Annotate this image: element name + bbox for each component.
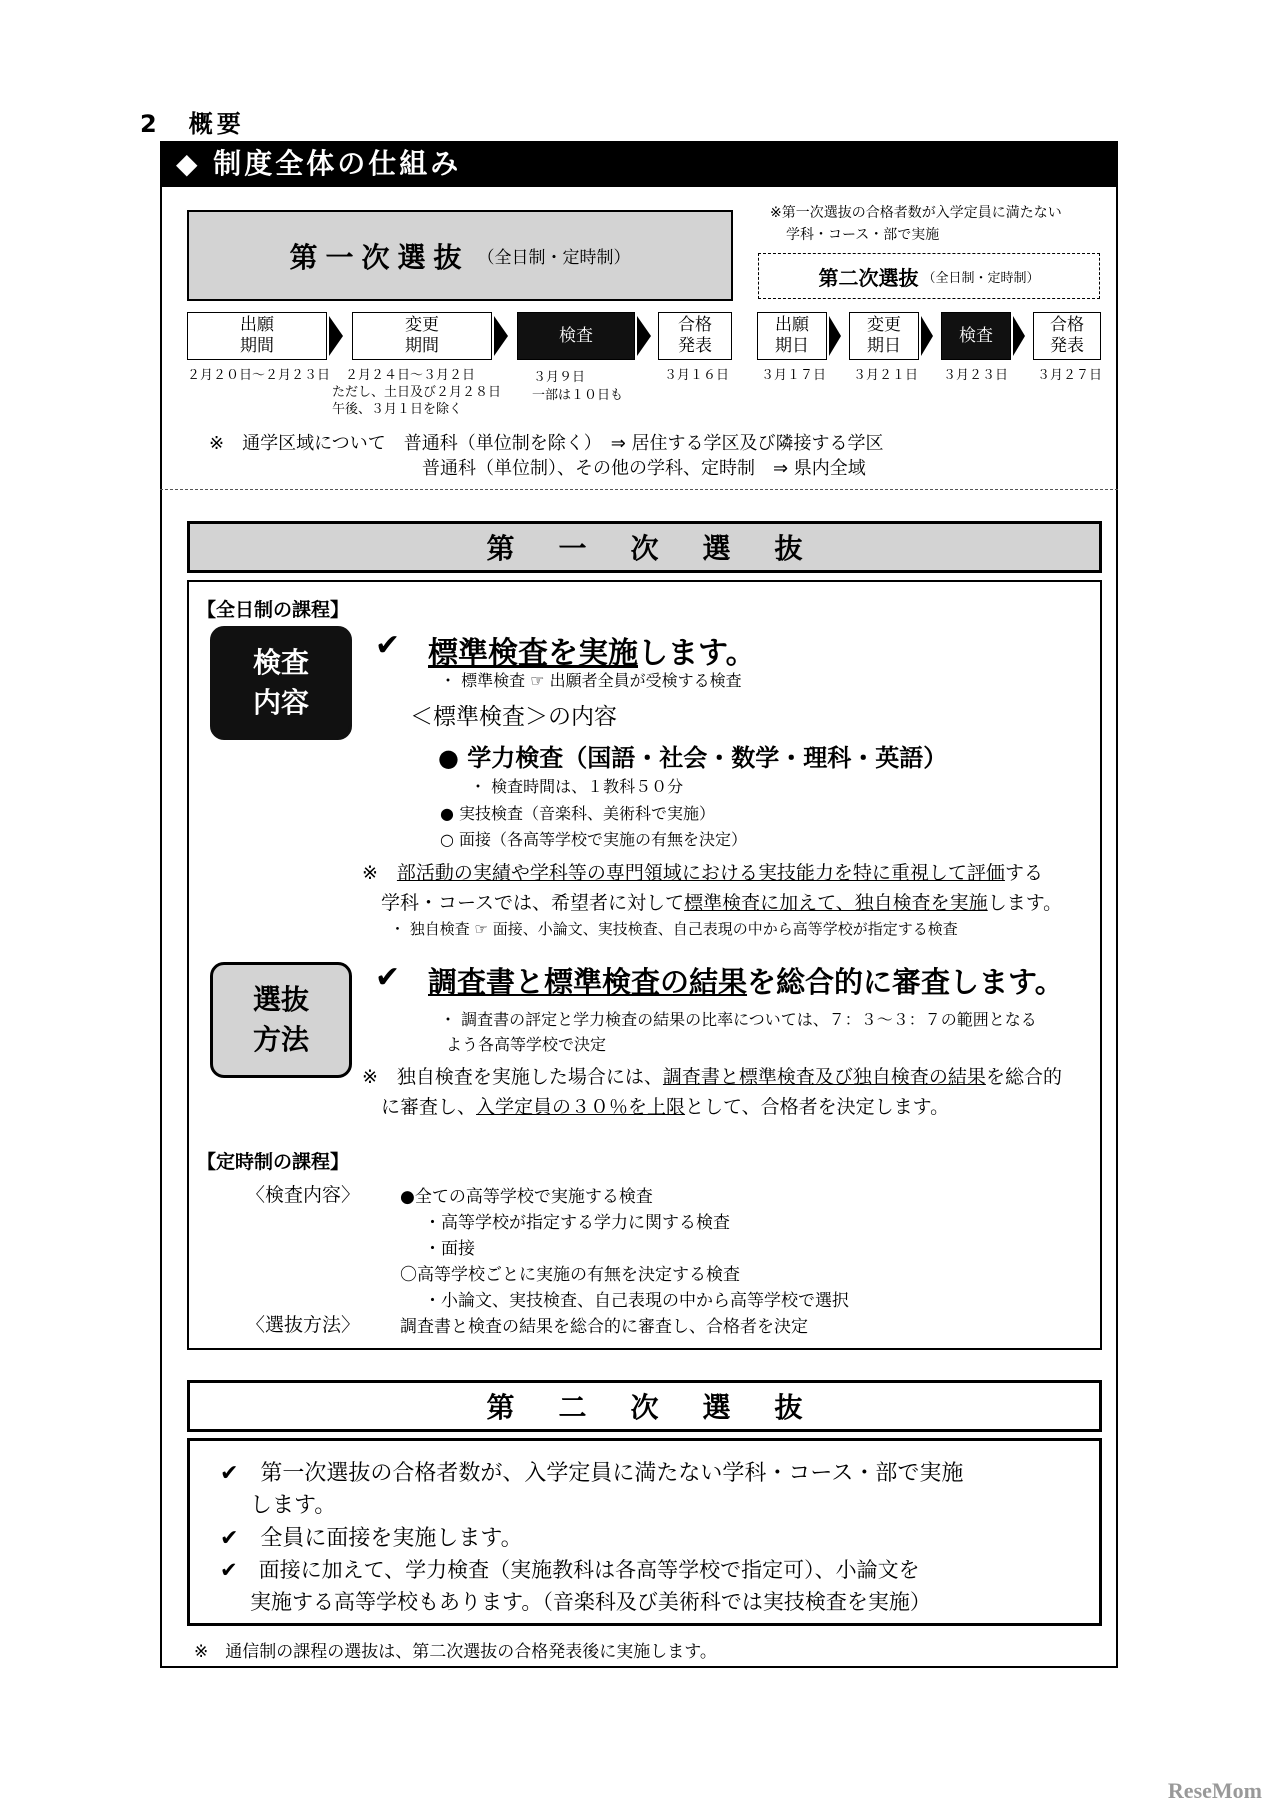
pt-line-2: ・高等学校が指定する学力に関する検査 [424,1213,730,1233]
date-result: ３月１６日 [664,368,730,383]
second-note-2: 学科・コース・部で実施 [786,227,940,243]
check2-tail: を総合的に審査します。 [747,965,1064,999]
academic-test: ● 学力検査（国語・社会・数学・理科・英語） [438,744,948,772]
step-application: 出願 期間 [187,312,327,360]
note1-line1 [362,858,1043,885]
date2-application: ３月１７日 [761,368,827,383]
second-selection-sub: （全日制・定時制） [922,270,1040,286]
second-selection-band: 第二次選抜 [187,1380,1102,1432]
pt-label-method: 〈選抜方法〉 [246,1314,361,1336]
check2-main: 調査書と標準検査の結果 [428,965,748,999]
district-line-1: ※ 通学区域について 普通科（単位制を除く） ⇒ 居住する学区及び隣接する学区 [209,433,884,454]
arrow-icon [921,316,933,356]
first-selection-band: 第一次選抜 [187,521,1102,573]
date2-result: ３月２７日 [1037,368,1103,383]
step2-result: 合格 発表 [1033,312,1101,360]
check-icon: ✔ [375,628,401,663]
pt-line-3: ・面接 [424,1239,475,1259]
date-exam: ３月９日 [533,370,586,385]
academic-note: ・ 検査時間は、１教科５０分 [470,777,684,796]
title-bar: ◆ 制度全体の仕組み [160,141,1118,187]
second-check-2: ✔ 全員に面接を実施します。 [220,1526,523,1551]
arrow-icon [829,316,841,356]
district-line-2: 普通科（単位制）、その他の学科、定時制 ⇒ 県内全域 [422,458,866,479]
second-selection-box [758,253,1100,299]
note2-l2-underline: 入学定員の３０％を上限 [476,1096,686,1118]
step-change: 変更 期間 [352,312,492,360]
note1-l2-pre: 学科・コースでは、希望者に対して [381,892,685,914]
note1-tail: する [1004,862,1043,884]
second-check-1-l1: ✔ 第一次選抜の合格者数が、入学定員に満たない学科・コース・部で実施 [220,1461,964,1486]
first-selection-title: 第一次選抜 [289,240,470,274]
step2-application: 出願 期日 [757,312,827,360]
section-heading: 2 概要 [140,110,245,138]
note2-l2-pre: に審査し、 [381,1096,477,1118]
step-exam: 検査 [517,312,635,360]
arrow-icon [329,316,343,356]
step-result: 合格 発表 [658,312,732,360]
second-check-3-l1: ✔ 面接に加えて、学力検査（実施教科は各高等学校で指定可）、小論文を [220,1558,920,1582]
watermark-logo: ReseMom [1167,1778,1262,1803]
second-check-1-l2: します。 [250,1493,337,1518]
selection-method-label: 選抜 方法 [210,962,352,1078]
step2-change: 変更 期日 [849,312,919,360]
pt-label-content: 〈検査内容〉 [246,1184,361,1206]
second-note-1: ※第一次選抜の合格者数が入学定員に満たない [770,205,1062,221]
note1-l2-tail: します。 [987,892,1063,914]
date-exam-note: 一部は１０日も [532,388,624,403]
check1-tail: します。 [638,636,756,671]
arrow-icon [637,316,651,356]
exam-content-label: 検査 内容 [210,626,352,740]
note2-tail: を総合的 [985,1066,1062,1088]
second-selection-title: 第二次選抜 [818,265,919,290]
note1-underline: 部活動の実績や学科等の専門領域における実技能力を特に重視して評価 [396,862,1005,884]
date-change-note2: 午後、３月１日を除く [332,402,463,417]
parttime-heading: 【定時制の課程】 [197,1151,350,1173]
fulltime-heading: 【全日制の課程】 [197,599,350,621]
standard-content: ＜標準検査＞の内容 [410,704,617,730]
note2-pre: ※ 独自検査を実施した場合には、 [362,1066,663,1088]
first-selection-sub: （全日制・定時制） [477,248,631,268]
date2-exam: ３月２３日 [943,368,1009,383]
interview: ○ 面接（各高等学校で実施の有無を決定） [440,830,748,849]
arrow-icon [1013,316,1025,356]
footnote: ※ 通信制の課程の選抜は、第二次選抜の合格発表後に実施します。 [194,1642,717,1662]
date2-change: ３月２１日 [853,368,919,383]
check2-note2: よう各高等学校で決定 [446,1035,607,1054]
first-selection-box [187,210,733,301]
second-check-3-l2: 実施する高等学校もあります。（音楽科及び美術科では実技検査を実施） [250,1590,931,1614]
pt-line-5: ・小論文、実技検査、自己表現の中から高等学校で選択 [424,1291,849,1311]
note1-line2 [381,888,1062,915]
check1-note: ・ 標準検査 ☞ 出願者全員が受検する検査 [440,671,742,690]
note1-line3: ・ 独自検査 ☞ 面接、小論文、実技検査、自己表現の中から高等学校が指定する検査 [390,920,958,938]
note1-l2-underline: 標準検査に加えて、独自検査を実施 [684,892,988,914]
check-icon: ✔ [375,960,401,995]
check2-note1: ・ 調査書の評定と学力検査の結果の比率については、７：３～３：７の範囲となる [440,1010,1037,1029]
note2-l2-tail: として、合格者を決定します。 [685,1096,950,1118]
note1-pre: ※ [362,862,397,884]
note2-underline: 調査書と標準検査及び独自検査の結果 [662,1066,986,1088]
note2-line2 [381,1092,949,1119]
pt-line-4: 〇高等学校ごとに実施の有無を決定する検査 [400,1265,740,1285]
skill-test: ● 実技検査（音楽科、美術科で実施） [440,804,716,823]
check2-text [428,960,1064,1001]
pt-line-6: 調査書と検査の結果を総合的に審査し、合格者を決定 [400,1317,808,1337]
arrow-icon [494,316,508,356]
date-application: ２月２０日～２月２３日 [187,368,331,383]
date-change-note1: ただし、土日及び２月２８日 [332,385,502,400]
check1-main: 標準検査を実施 [428,636,638,671]
date-change: ２月２４日～３月２日 [345,368,476,383]
step2-exam: 検査 [941,312,1011,360]
check1-text [428,628,756,672]
pt-line-1: ●全ての高等学校で実施する検査 [400,1187,653,1207]
note2-line1 [362,1062,1062,1089]
dashed-divider [160,489,1118,490]
